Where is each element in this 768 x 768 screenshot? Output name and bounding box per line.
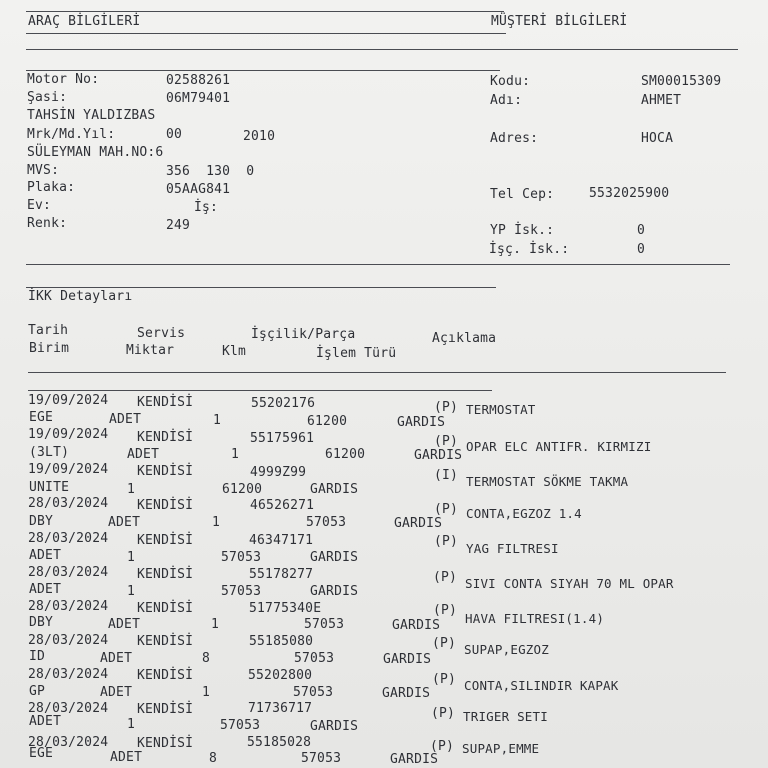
divider [26,49,738,50]
record-type: (P) [434,400,459,415]
record-date: 19/09/2024 [28,462,109,477]
record-islem: GARDIS [390,752,439,767]
record-qty: 1 [127,717,136,732]
record-islem: GARDIS [392,618,441,633]
yp-discount-value: 0 [637,223,646,238]
plaka-value: 05AAG841 [166,182,231,197]
record-part-no: 71736717 [248,701,313,716]
record-islem: GARDIS [414,448,463,463]
col-tarih: Tarih [28,323,69,338]
record-description: SIVI CONTA SIYAH 70 ML OPAR [465,576,674,591]
record-description: TRIGER SETI [463,709,548,724]
record-klm: 57053 [221,584,262,599]
mvs-label: MVS: [27,163,60,178]
record-birim: ADET [110,750,143,765]
record-description: HAVA FILTRESI(1.4) [465,611,605,626]
adres-label: Adres: [490,131,539,146]
record-klm: 61200 [222,482,263,497]
sasi-value: 06M79401 [166,91,231,106]
record-part-no: 4999Z99 [250,465,307,480]
record-service: KENDİSİ [137,430,194,445]
record-date: 28/03/2024 [28,531,109,546]
sasi-label: Şasi: [27,90,68,105]
kodu-label: Kodu: [490,74,531,89]
record-klm: 57053 [294,651,335,666]
record-part-no: 46347171 [249,533,314,548]
record-type: (P) [431,706,456,721]
labor-discount-label: İşç. İsk.: [489,242,570,257]
record-part-no: 51775340E [249,601,322,616]
divider [26,70,500,71]
record-description: SUPAP,EMME [462,741,540,756]
record-service: KENDİSİ [137,601,194,616]
record-qty: 1 [127,584,136,599]
ev-label: Ev: [27,198,52,213]
record-unit: ADET [29,714,62,729]
record-unit: EGE [29,410,54,425]
record-klm: 57053 [301,751,342,766]
renk-label: Renk: [27,216,68,231]
adi-label: Adı: [490,93,523,108]
record-type: (P) [432,636,457,651]
record-date: 28/03/2024 [28,667,109,682]
record-islem: GARDIS [310,550,359,565]
record-birim: ADET [108,515,141,530]
record-klm: 57053 [304,617,345,632]
owner-name: TAHSİN YALDIZBAS [27,108,156,123]
record-service: KENDİSİ [137,464,194,479]
record-birim: ADET [127,447,160,462]
record-type: (P) [433,570,458,585]
mrk-label: Mrk/Md.Yıl: [27,127,116,142]
record-type: (P) [430,739,455,754]
record-service: KENDİSİ [137,498,194,513]
divider [26,33,506,34]
record-service: KENDİSİ [137,634,194,649]
record-klm: 57053 [293,685,334,700]
record-date: 28/03/2024 [28,633,109,648]
record-klm: 61200 [307,414,348,429]
motor-value: 02588261 [166,73,231,88]
record-part-no: 55175961 [250,431,315,446]
record-type: (P) [434,502,459,517]
mrk-value: 00 [166,127,183,142]
record-unit: UNITE [29,480,70,495]
plaka-label: Plaka: [27,180,76,195]
record-islem: GARDIS [310,482,359,497]
record-unit: ADET [29,582,62,597]
yp-discount-label: YP İsk.: [490,223,555,238]
record-type: (P) [433,603,458,618]
divider [28,390,492,391]
record-description: TERMOSTAT [466,402,536,417]
record-part-no: 55185080 [249,634,314,649]
record-service: KENDİSİ [137,395,194,410]
record-date: 28/03/2024 [28,496,109,511]
divider [26,264,730,265]
record-islem: GARDIS [383,652,432,667]
record-type: (P) [434,534,459,549]
record-islem: GARDIS [310,719,359,734]
record-klm: 57053 [220,718,261,733]
record-service: KENDİSİ [137,533,194,548]
vehicle-info-title: ARAÇ BİLGİLERİ [28,14,141,29]
record-description: CONTA,EGZOZ 1.4 [466,506,582,521]
record-type: (P) [434,434,459,449]
record-unit: ID [29,649,46,664]
adres-value: HOCA [641,131,674,146]
record-unit: (3LT) [29,445,70,460]
record-service: KENDİSİ [137,668,194,683]
col-islem-turu: İşlem Türü [316,346,397,361]
divider [28,372,726,373]
record-qty: 8 [202,651,211,666]
labor-discount-value: 0 [637,242,646,257]
record-part-no: 46526271 [250,498,315,513]
col-aciklama: Açıklama [432,331,497,346]
record-qty: 8 [209,751,218,766]
col-miktar: Miktar [126,343,175,358]
record-part-no: 55202800 [248,668,313,683]
record-birim: ADET [100,651,133,666]
col-klm: Klm [222,344,247,359]
record-unit: DBY [29,514,54,529]
motor-label: Motor No: [27,72,100,87]
record-unit: GP [29,684,46,699]
record-description: CONTA,SILINDIR KAPAK [464,678,619,693]
record-qty: 1 [212,515,221,530]
customer-info-title: MÜŞTERİ BİLGİLERİ [491,14,628,29]
record-islem: GARDIS [382,686,431,701]
tel-value: 5532025900 [589,186,670,201]
record-qty: 1 [202,685,211,700]
divider [26,287,496,288]
record-unit: ADET [29,548,62,563]
record-date: 28/03/2024 [28,565,109,580]
record-part-no: 55185028 [247,735,312,750]
record-qty: 1 [211,617,220,632]
record-type: (P) [432,672,457,687]
record-birim: ADET [108,617,141,632]
col-iscilik-parca: İşçilik/Parça [251,327,356,342]
record-date: 28/03/2024 [28,599,109,614]
kodu-value: SM00015309 [641,74,722,89]
adi-value: AHMET [641,93,682,108]
record-qty: 1 [127,482,136,497]
address-line: SÜLEYMAN MAH.NO:6 [27,145,164,160]
record-islem: GARDIS [394,516,443,531]
record-date: 28/03/2024 [28,701,109,716]
divider [26,11,504,12]
record-unit: EGE [29,746,54,761]
record-date: 19/09/2024 [28,427,109,442]
record-part-no: 55178277 [249,567,314,582]
record-klm: 57053 [221,550,262,565]
record-description: TERMOSTAT SÖKME TAKMA [466,474,629,489]
record-klm: 57053 [306,515,347,530]
record-birim: ADET [109,412,142,427]
record-qty: 1 [127,550,136,565]
record-qty: 1 [213,413,222,428]
record-birim: ADET [100,685,133,700]
record-unit: DBY [29,615,54,630]
record-service: KENDİSİ [137,736,194,751]
record-description: SUPAP,EGZOZ [464,642,549,657]
mvs-value: 356 130 0 [166,164,255,179]
record-klm: 61200 [325,447,366,462]
record-description: YAG FILTRESI [466,541,559,556]
record-service: KENDİSİ [137,567,194,582]
record-date: 19/09/2024 [28,393,109,408]
col-servis: Servis [137,326,186,341]
record-description: OPAR ELC ANTIFR. KIRMIZI [466,439,652,454]
model-year: 2010 [243,129,276,144]
is-label: İş: [194,200,219,215]
record-islem: GARDIS [310,584,359,599]
record-part-no: 55202176 [251,396,316,411]
record-type: (I) [434,468,459,483]
tel-label: Tel Cep: [490,187,555,202]
ikk-details-title: İKK Detayları [28,289,133,304]
record-qty: 1 [231,447,240,462]
record-service: KENDİSİ [137,702,194,717]
renk-value: 249 [166,218,191,233]
record-islem: GARDIS [397,415,446,430]
record-date: 28/03/2024 [28,735,109,750]
col-birim: Birim [29,341,70,356]
